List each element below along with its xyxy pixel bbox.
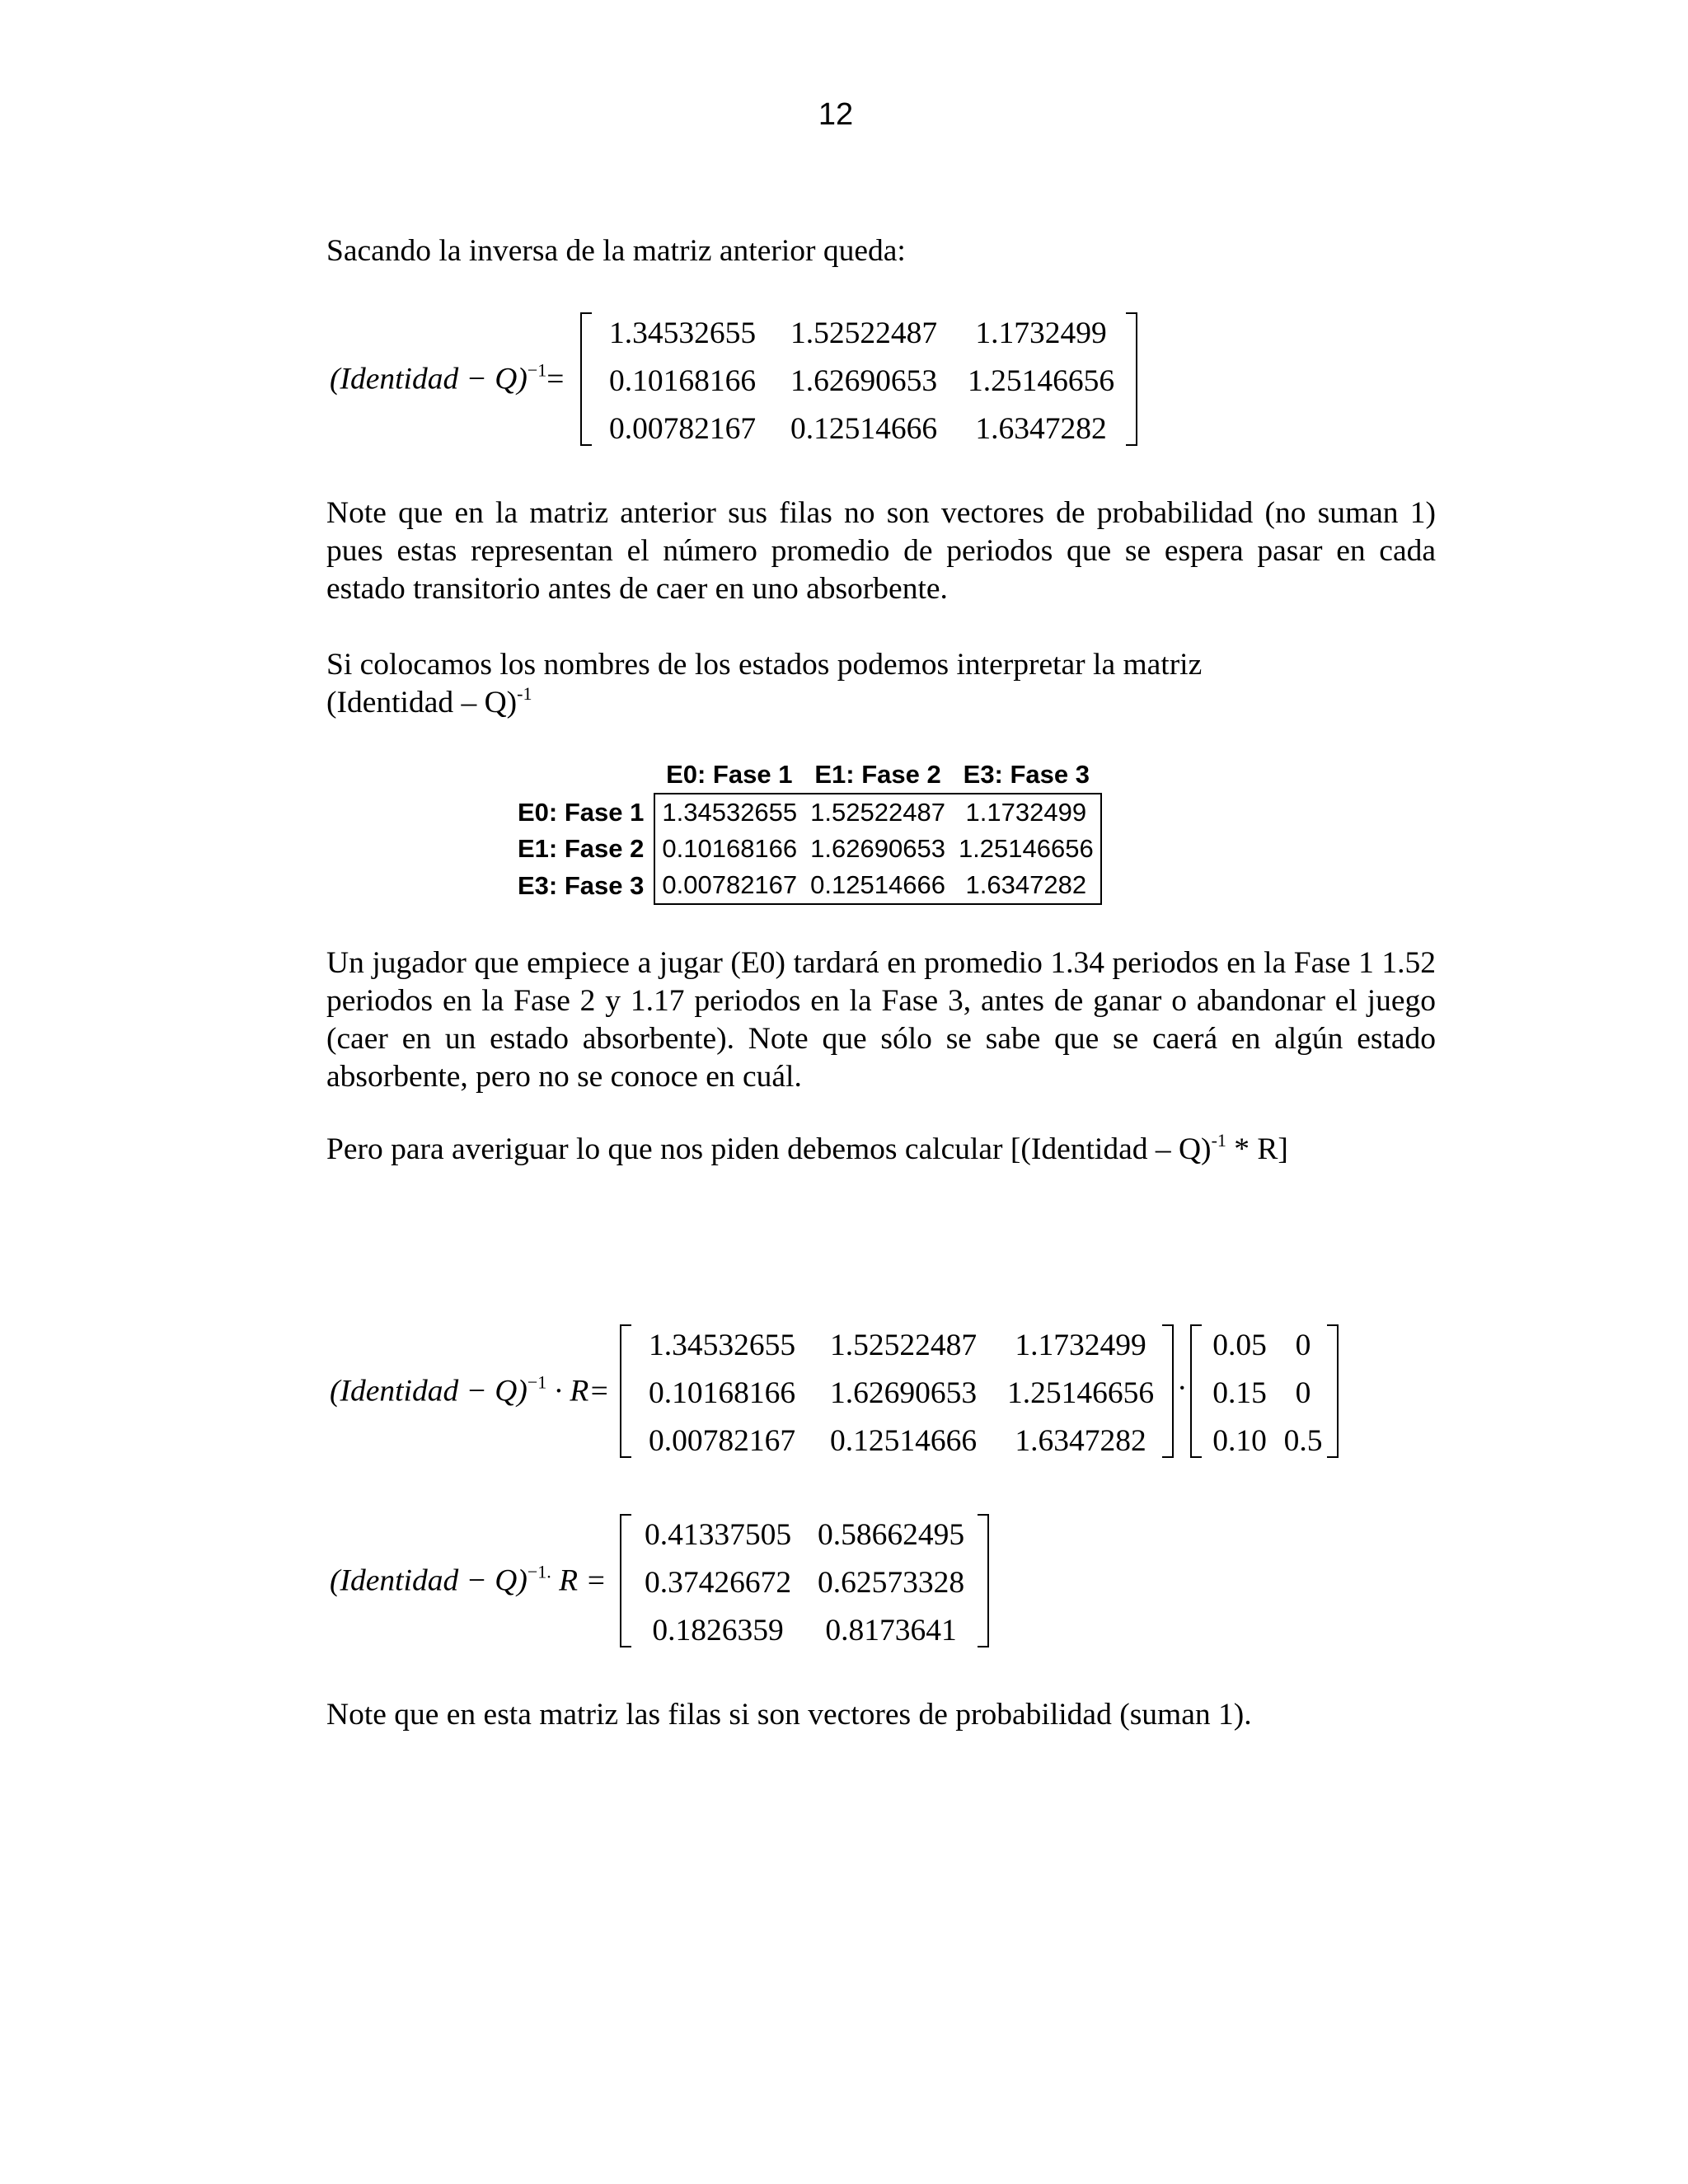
table-row xyxy=(511,831,1101,867)
lhs-exponent: −1 xyxy=(527,1371,547,1392)
matrix-cell: 0.8173641 xyxy=(825,1613,957,1647)
calculation-paragraph xyxy=(326,1131,1436,1169)
matrix-cell: 1.25146656 xyxy=(1006,1376,1155,1410)
matrix-cell: 0 xyxy=(1295,1376,1311,1410)
matrix-cell: 1.52522487 xyxy=(829,1328,978,1362)
right-bracket xyxy=(978,1514,989,1647)
calc-text-tail: * R] xyxy=(1226,1132,1288,1166)
equation-lhs xyxy=(330,1563,607,1599)
multiplication-dot: · xyxy=(1177,1371,1188,1405)
column-header: E3: Fase 3 xyxy=(963,760,1090,789)
table-cell: 1.6347282 xyxy=(952,867,1101,904)
matrix-row xyxy=(631,1558,978,1606)
row-header: E0: Fase 1 xyxy=(518,797,645,827)
table-cell: 1.52522487 xyxy=(804,794,952,831)
matrix-grid xyxy=(631,1511,978,1654)
result-matrix xyxy=(620,1511,989,1651)
interpret-paragraph xyxy=(326,646,1436,722)
matrix-grid xyxy=(592,309,1128,452)
table-row xyxy=(511,794,1101,831)
table-cell: 1.25146656 xyxy=(952,831,1101,867)
lhs-expression: (Identidad − Q) xyxy=(330,1563,528,1598)
table-cell: 0.00782167 xyxy=(654,867,804,904)
matrix-cell: 0.10 xyxy=(1212,1423,1267,1458)
matrix-cell: 0.37426672 xyxy=(644,1565,792,1600)
row-header: E1: Fase 2 xyxy=(518,834,645,863)
interpret-exponent: -1 xyxy=(517,682,532,704)
matrix-cell: 1.62690653 xyxy=(790,363,938,398)
conclusion-paragraph: Note que en esta matriz las filas si son vectores de probabilidad (suman 1). xyxy=(326,1698,1252,1732)
calc-text: Pero para averiguar lo que nos piden debemos calcular [(Identidad – Q) xyxy=(326,1132,1212,1166)
matrix-cell: 0.1826359 xyxy=(652,1613,784,1647)
intro-paragraph: Sacando la inversa de la matriz anterior queda: xyxy=(326,234,906,268)
matrix-row xyxy=(631,1606,978,1654)
matrix-cell: 0.00782167 xyxy=(608,411,757,446)
matrix-cell: 0 xyxy=(1295,1328,1311,1362)
matrix-cell: 1.6347282 xyxy=(1015,1423,1146,1458)
matrix-cell: 0.00782167 xyxy=(648,1423,796,1458)
lhs-exponent: −1 xyxy=(527,359,547,380)
left-bracket xyxy=(620,1324,631,1458)
inverse-matrix-equation xyxy=(326,309,1151,449)
lhs-expression: (Identidad − Q) xyxy=(330,362,528,396)
matrix-row xyxy=(631,1511,978,1558)
matrix-cell: 0.41337505 xyxy=(644,1517,792,1552)
matrix-cell: 0.10168166 xyxy=(648,1376,796,1410)
matrix-cell: 0.10168166 xyxy=(608,363,757,398)
matrix-cell: 1.1732499 xyxy=(975,316,1107,350)
left-bracket xyxy=(1190,1324,1202,1458)
matrix-row xyxy=(592,309,1128,357)
column-header: E1: Fase 2 xyxy=(814,760,941,789)
matrix-cell: 0.62573328 xyxy=(817,1565,965,1600)
matrix-cell: 1.34532655 xyxy=(608,316,757,350)
matrix-row xyxy=(592,405,1128,452)
table-cell: 1.62690653 xyxy=(810,834,945,863)
calc-exponent: -1 xyxy=(1211,1129,1226,1151)
matrix-cell: 1.52522487 xyxy=(790,316,938,350)
matrix-cell: 0.58662495 xyxy=(817,1517,965,1552)
matrix-cell: 1.62690653 xyxy=(829,1376,978,1410)
matrix-cell: 0.15 xyxy=(1212,1376,1267,1410)
matrix-row xyxy=(1202,1369,1329,1417)
matrix-row xyxy=(631,1417,1167,1465)
equation-lhs xyxy=(330,359,565,397)
matrix-row xyxy=(592,357,1128,405)
interpretation-paragraph: Un jugador que empiece a jugar (E0) tardará en promedio 1.34 periodos en la Fase 1 1.52 periodos en la Fase 2 y 1.17 periodos en la Fase 3, antes de ganar o abandonar el juego (caer en un estado absorbente). Note que sólo se sabe que se caerá en algún estado absorbente, pero no se conoce en cuál. xyxy=(326,946,1436,1094)
matrix-cell: 0.12514666 xyxy=(790,411,938,446)
r-matrix xyxy=(1190,1321,1339,1461)
table-corner xyxy=(511,757,654,794)
interpret-line-2: (Identidad – Q) xyxy=(326,686,518,719)
state-table xyxy=(511,757,1102,905)
equation-lhs xyxy=(330,1371,610,1409)
table-cell: 0.10168166 xyxy=(654,831,804,867)
page-number: 12 xyxy=(818,97,854,132)
left-bracket xyxy=(580,312,592,446)
note-paragraph: Note que en la matriz anterior sus filas no son vectores de probabilidad (no suman 1) pues estas representan el número promedio de periodos que se espera pasar en cada estado transitorio antes de caer en uno absorbente. xyxy=(326,496,1436,606)
matrix-row xyxy=(631,1369,1167,1417)
interpret-line-1: Si colocamos los nombres de los estados podemos interpretar la matriz xyxy=(326,648,1203,682)
inverse-matrix xyxy=(580,309,1137,449)
right-bracket xyxy=(1126,312,1137,446)
matrix-cell: 0.12514666 xyxy=(829,1423,978,1458)
lhs-expression: (Identidad − Q) xyxy=(330,1374,528,1408)
table-cell: 1.34532655 xyxy=(654,794,804,831)
matrix-grid xyxy=(1202,1321,1329,1465)
result-equation xyxy=(326,1511,1027,1651)
table-row xyxy=(511,867,1101,904)
equals-sign: = xyxy=(546,362,565,396)
right-bracket xyxy=(1327,1324,1339,1458)
lhs-tail: · R= xyxy=(546,1374,610,1408)
matrix-cell: 1.6347282 xyxy=(975,411,1107,446)
table-header-row xyxy=(511,757,1101,794)
matrix-cell: 1.1732499 xyxy=(1015,1328,1146,1362)
matrix-row xyxy=(1202,1417,1329,1465)
right-bracket xyxy=(1162,1324,1174,1458)
matrix-row xyxy=(1202,1321,1329,1369)
matrix-cell: 1.34532655 xyxy=(648,1328,796,1362)
row-header: E3: Fase 3 xyxy=(518,870,645,900)
table-cell: 0.12514666 xyxy=(804,867,952,904)
inverse-matrix xyxy=(620,1321,1174,1461)
left-bracket xyxy=(620,1514,631,1647)
column-header: E0: Fase 1 xyxy=(666,760,793,789)
matrix-cell: 0.5 xyxy=(1283,1423,1323,1458)
lhs-tail: R = xyxy=(551,1563,607,1598)
product-equation xyxy=(326,1321,1357,1461)
matrix-row xyxy=(631,1321,1167,1369)
matrix-cell: 0.05 xyxy=(1212,1328,1267,1362)
matrix-grid xyxy=(631,1321,1167,1465)
table-cell: 1.1732499 xyxy=(952,794,1101,831)
lhs-exponent: −1. xyxy=(527,1561,551,1582)
matrix-cell: 1.25146656 xyxy=(967,363,1115,398)
